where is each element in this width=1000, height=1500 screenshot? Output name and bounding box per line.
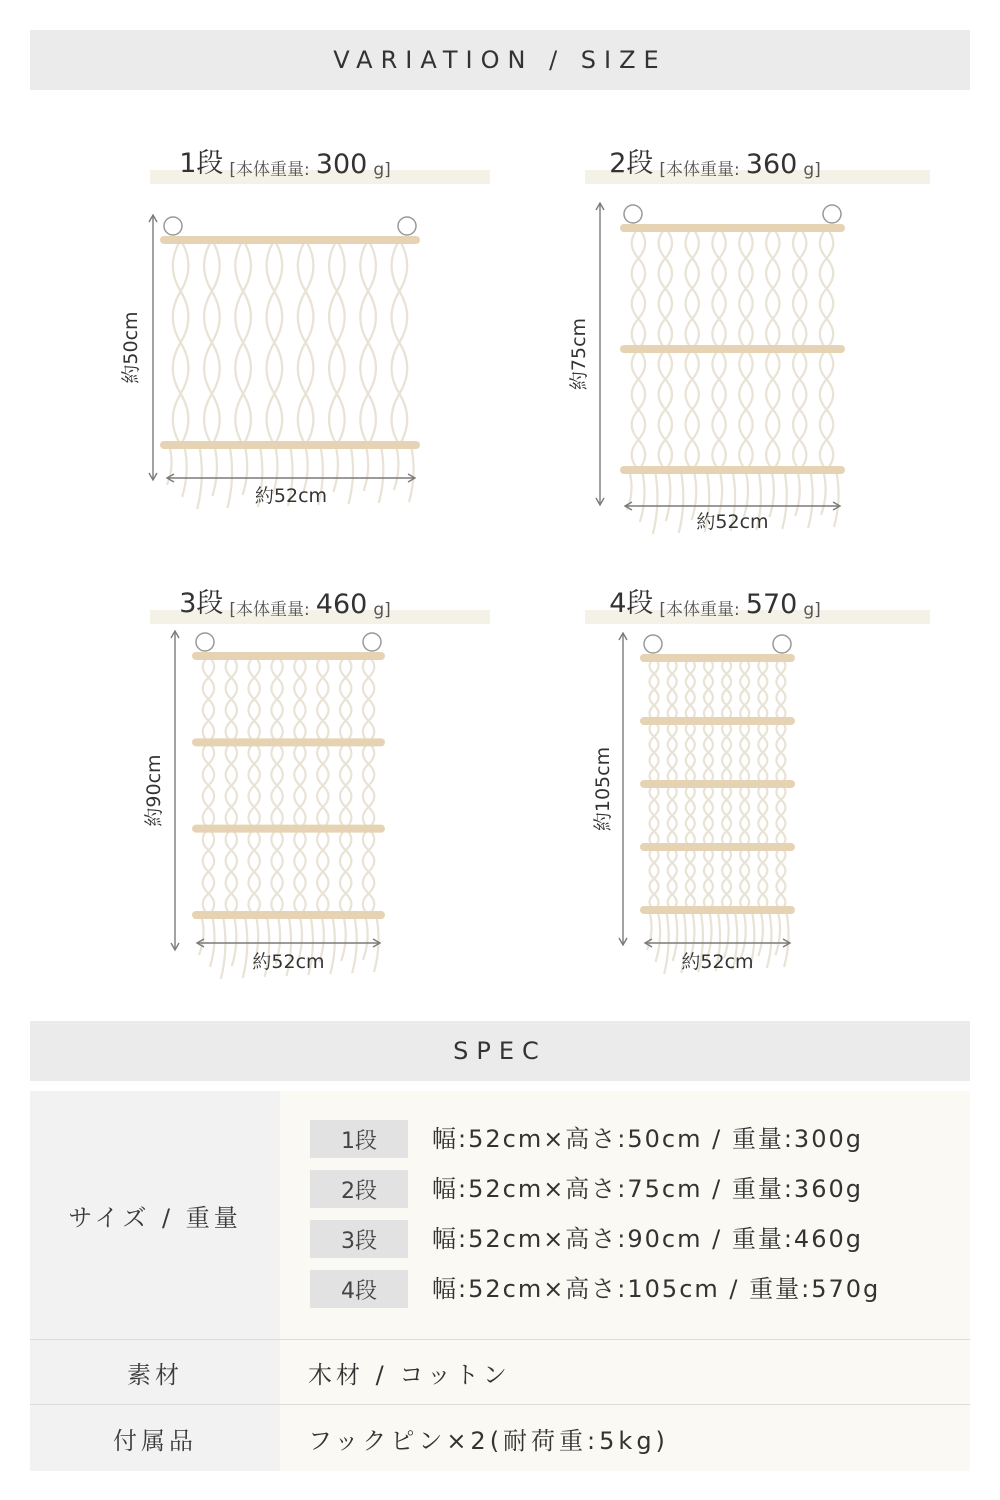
macrame-illustration [75,580,495,1000]
wooden-rod [620,345,845,353]
macrame-illustration [75,140,495,560]
rope-strand [363,742,374,828]
rope-tassel [409,445,414,502]
wooden-rod [640,717,795,725]
rope-strand [704,784,713,847]
rope-strand [776,658,785,721]
width-label: 約52cm [252,951,325,973]
rope-strand [632,349,645,470]
hook-ring [644,635,662,653]
variant-weight: 460 [315,589,368,620]
rope-strand [686,784,695,847]
rope-strand [226,656,237,742]
rope-tassel [330,915,335,974]
rope-tassel [363,915,368,960]
rope-strand [712,349,725,470]
rope-strand [686,658,695,721]
wooden-rod [160,441,420,449]
variant-weight-prefix: [本体重量: [659,600,740,620]
rope-tassel [767,910,772,968]
rope-tassel [212,445,217,496]
rope-tassel [379,445,384,503]
rope-tassel [243,915,248,978]
rope-strand [776,784,785,847]
rope-strand [740,658,749,721]
rope-strand [766,228,779,349]
rope-strand [317,829,328,915]
rope-tassel [653,470,658,534]
rope-tassel [821,470,826,515]
rope-tassel [656,910,661,962]
variant-weight-prefix: [本体重量: [229,160,310,180]
variation-size-header: VARIATION / SIZE [30,30,970,90]
rope-strand [686,847,695,910]
spec-row-accessory [30,1405,970,1471]
rope-strand [704,847,713,910]
rope-strand [360,240,376,445]
variant-level: 4段 [609,588,654,619]
variant-weight-unit: g] [373,160,391,180]
rope-strand [294,742,305,828]
variant-weight-prefix: [本体重量: [659,160,740,180]
rope-netting [199,656,379,979]
rope-netting [647,658,789,974]
rope-strand [704,658,713,721]
variant-1-tier [75,140,495,560]
rope-tassel [341,915,346,961]
rope-strand [820,349,833,470]
rope-strand [758,721,767,784]
width-label: 約52cm [681,951,754,973]
wooden-rod [640,843,795,851]
rope-tassel [795,470,800,516]
rope-tassel [741,910,746,957]
wooden-rod [640,654,795,662]
macrame-illustration [505,140,925,560]
rope-tassel [640,470,645,522]
rope-strand [740,784,749,847]
variant-weight: 360 [745,149,798,180]
hook-ring [363,633,381,651]
rope-strand [758,784,767,847]
size-line [310,1170,960,1208]
rope-netting [627,228,839,534]
rope-tassel [782,470,787,529]
spec-value-size [280,1091,970,1339]
rope-strand [204,240,220,445]
wooden-rod [640,906,795,914]
rope-strand [340,742,351,828]
rope-strand [776,721,785,784]
rope-strand [776,847,785,910]
rope-tassel [666,470,671,521]
material-text: 木材 / コットン [308,1360,511,1389]
rope-tassel [199,915,204,955]
wooden-rod [620,224,845,232]
rope-strand [226,742,237,828]
rope-strand [740,721,749,784]
variant-weight: 300 [315,149,368,180]
variant-weight-prefix: [本体重量: [229,600,310,620]
spec-label-size: サイズ / 重量 [30,1091,280,1339]
wooden-rod [620,466,845,474]
rope-strand [392,240,408,445]
rope-strand [248,829,259,915]
wooden-rod [192,911,385,919]
spec-label-accessory: 付属品 [30,1405,280,1471]
rope-strand [722,721,731,784]
size-line [310,1120,960,1158]
rope-strand [722,784,731,847]
rope-strand [632,228,645,349]
rope-strand [271,656,282,742]
rope-tassel [210,915,215,967]
spec-value-accessory [280,1405,970,1471]
rope-strand [298,240,314,445]
rope-strand [722,847,731,910]
rope-strand [650,784,659,847]
variant-weight-unit: g] [803,600,821,620]
spec-table [30,1091,970,1471]
size-text: 幅:52cm×高さ:50cm / 重量:300g [432,1125,863,1153]
hook-ring [624,205,642,223]
accessory-text: フックピン×2(耐荷重:5kg) [308,1426,669,1455]
variant-level: 1段 [179,148,224,179]
rope-strand [668,847,677,910]
tier-badge: 2段 [310,1170,408,1208]
rope-strand [329,240,345,445]
rope-tassel [679,470,684,533]
rope-tassel [808,470,813,528]
rope-strand [650,847,659,910]
rope-tassel [243,445,248,495]
rope-tassel [834,470,839,527]
rope-strand [248,656,259,742]
rope-strand [650,658,659,721]
rope-strand [793,228,806,349]
variant-level: 2段 [609,148,654,179]
height-label: 約105cm [592,746,614,832]
rope-tassel [197,445,202,509]
wooden-rod [160,236,420,244]
rope-strand [668,721,677,784]
rope-tassel [333,445,338,492]
rope-strand [248,742,259,828]
rope-tassel [232,915,237,966]
rope-strand [203,829,214,915]
rope-strand [766,349,779,470]
rope-strand [363,829,374,915]
size-line [310,1270,960,1308]
rope-strand [686,721,695,784]
spec-row-material [30,1340,970,1404]
rope-strand [712,228,725,349]
rope-tassel [349,445,354,504]
macrame-illustration [505,580,925,1000]
rope-strand [294,829,305,915]
size-line [310,1220,960,1258]
rope-tassel [394,445,399,490]
rope-strand [659,349,672,470]
hook-ring [823,205,841,223]
rope-strand [740,847,749,910]
rope-tassel [228,445,233,508]
rope-strand [758,847,767,910]
rope-strand [793,349,806,470]
variant-level: 3段 [179,588,224,619]
rope-strand [235,240,251,445]
rope-strand [722,658,731,721]
rope-strand [271,742,282,828]
size-text: 幅:52cm×高さ:90cm / 重量:460g [432,1225,863,1253]
rope-strand [173,240,189,445]
rope-strand [820,228,833,349]
rope-strand [685,349,698,470]
rope-strand [226,829,237,915]
rope-tassel [221,915,226,979]
rope-tassel [673,910,678,961]
variant-weight: 570 [745,589,798,620]
wooden-rod [192,738,385,746]
rope-strand [317,742,328,828]
rope-strand [650,721,659,784]
rope-strand [685,228,698,349]
rope-strand [363,656,374,742]
width-label: 約52cm [254,485,328,507]
rope-tassel [364,445,369,491]
wooden-rod [640,780,795,788]
rope-tassel [182,445,187,497]
variant-3-tier [75,580,495,1000]
rope-strand [340,656,351,742]
tier-badge: 3段 [310,1220,408,1258]
variant-weight-unit: g] [373,600,391,620]
wooden-rod [192,652,385,660]
variant-4-tier [505,580,925,1000]
hook-ring [398,217,416,235]
size-text: 幅:52cm×高さ:105cm / 重量:570g [432,1275,881,1303]
spec-header: SPEC [30,1021,970,1081]
spec-value-material [280,1340,970,1404]
hook-ring [164,217,182,235]
variant-weight-unit: g] [803,160,821,180]
rope-strand [668,784,677,847]
rope-strand [758,658,767,721]
rope-netting [167,240,414,509]
rope-strand [739,228,752,349]
rope-strand [294,656,305,742]
rope-strand [203,742,214,828]
rope-strand [704,721,713,784]
spec-label-material: 素材 [30,1340,280,1404]
width-label: 約52cm [696,511,769,533]
variant-2-tier [505,140,925,560]
rope-strand [317,656,328,742]
rope-strand [659,228,672,349]
spec-row-size [30,1091,970,1339]
rope-strand [271,829,282,915]
height-label: 約50cm [120,311,142,384]
size-text: 幅:52cm×高さ:75cm / 重量:360g [432,1175,863,1203]
height-label: 約75cm [568,317,590,391]
hook-ring [196,633,214,651]
rope-tassel [784,910,789,967]
rope-strand [267,240,283,445]
tier-badge: 1段 [310,1120,408,1158]
rope-tassel [352,915,357,973]
rope-strand [340,829,351,915]
rope-tassel [769,470,774,517]
tier-badge: 4段 [310,1270,408,1308]
hook-ring [773,635,791,653]
rope-strand [739,349,752,470]
rope-tassel [664,910,669,974]
height-label: 約90cm [143,754,165,827]
wooden-rod [192,825,385,833]
rope-tassel [758,910,763,956]
rope-tassel [775,910,780,955]
rope-strand [668,658,677,721]
rope-strand [203,656,214,742]
